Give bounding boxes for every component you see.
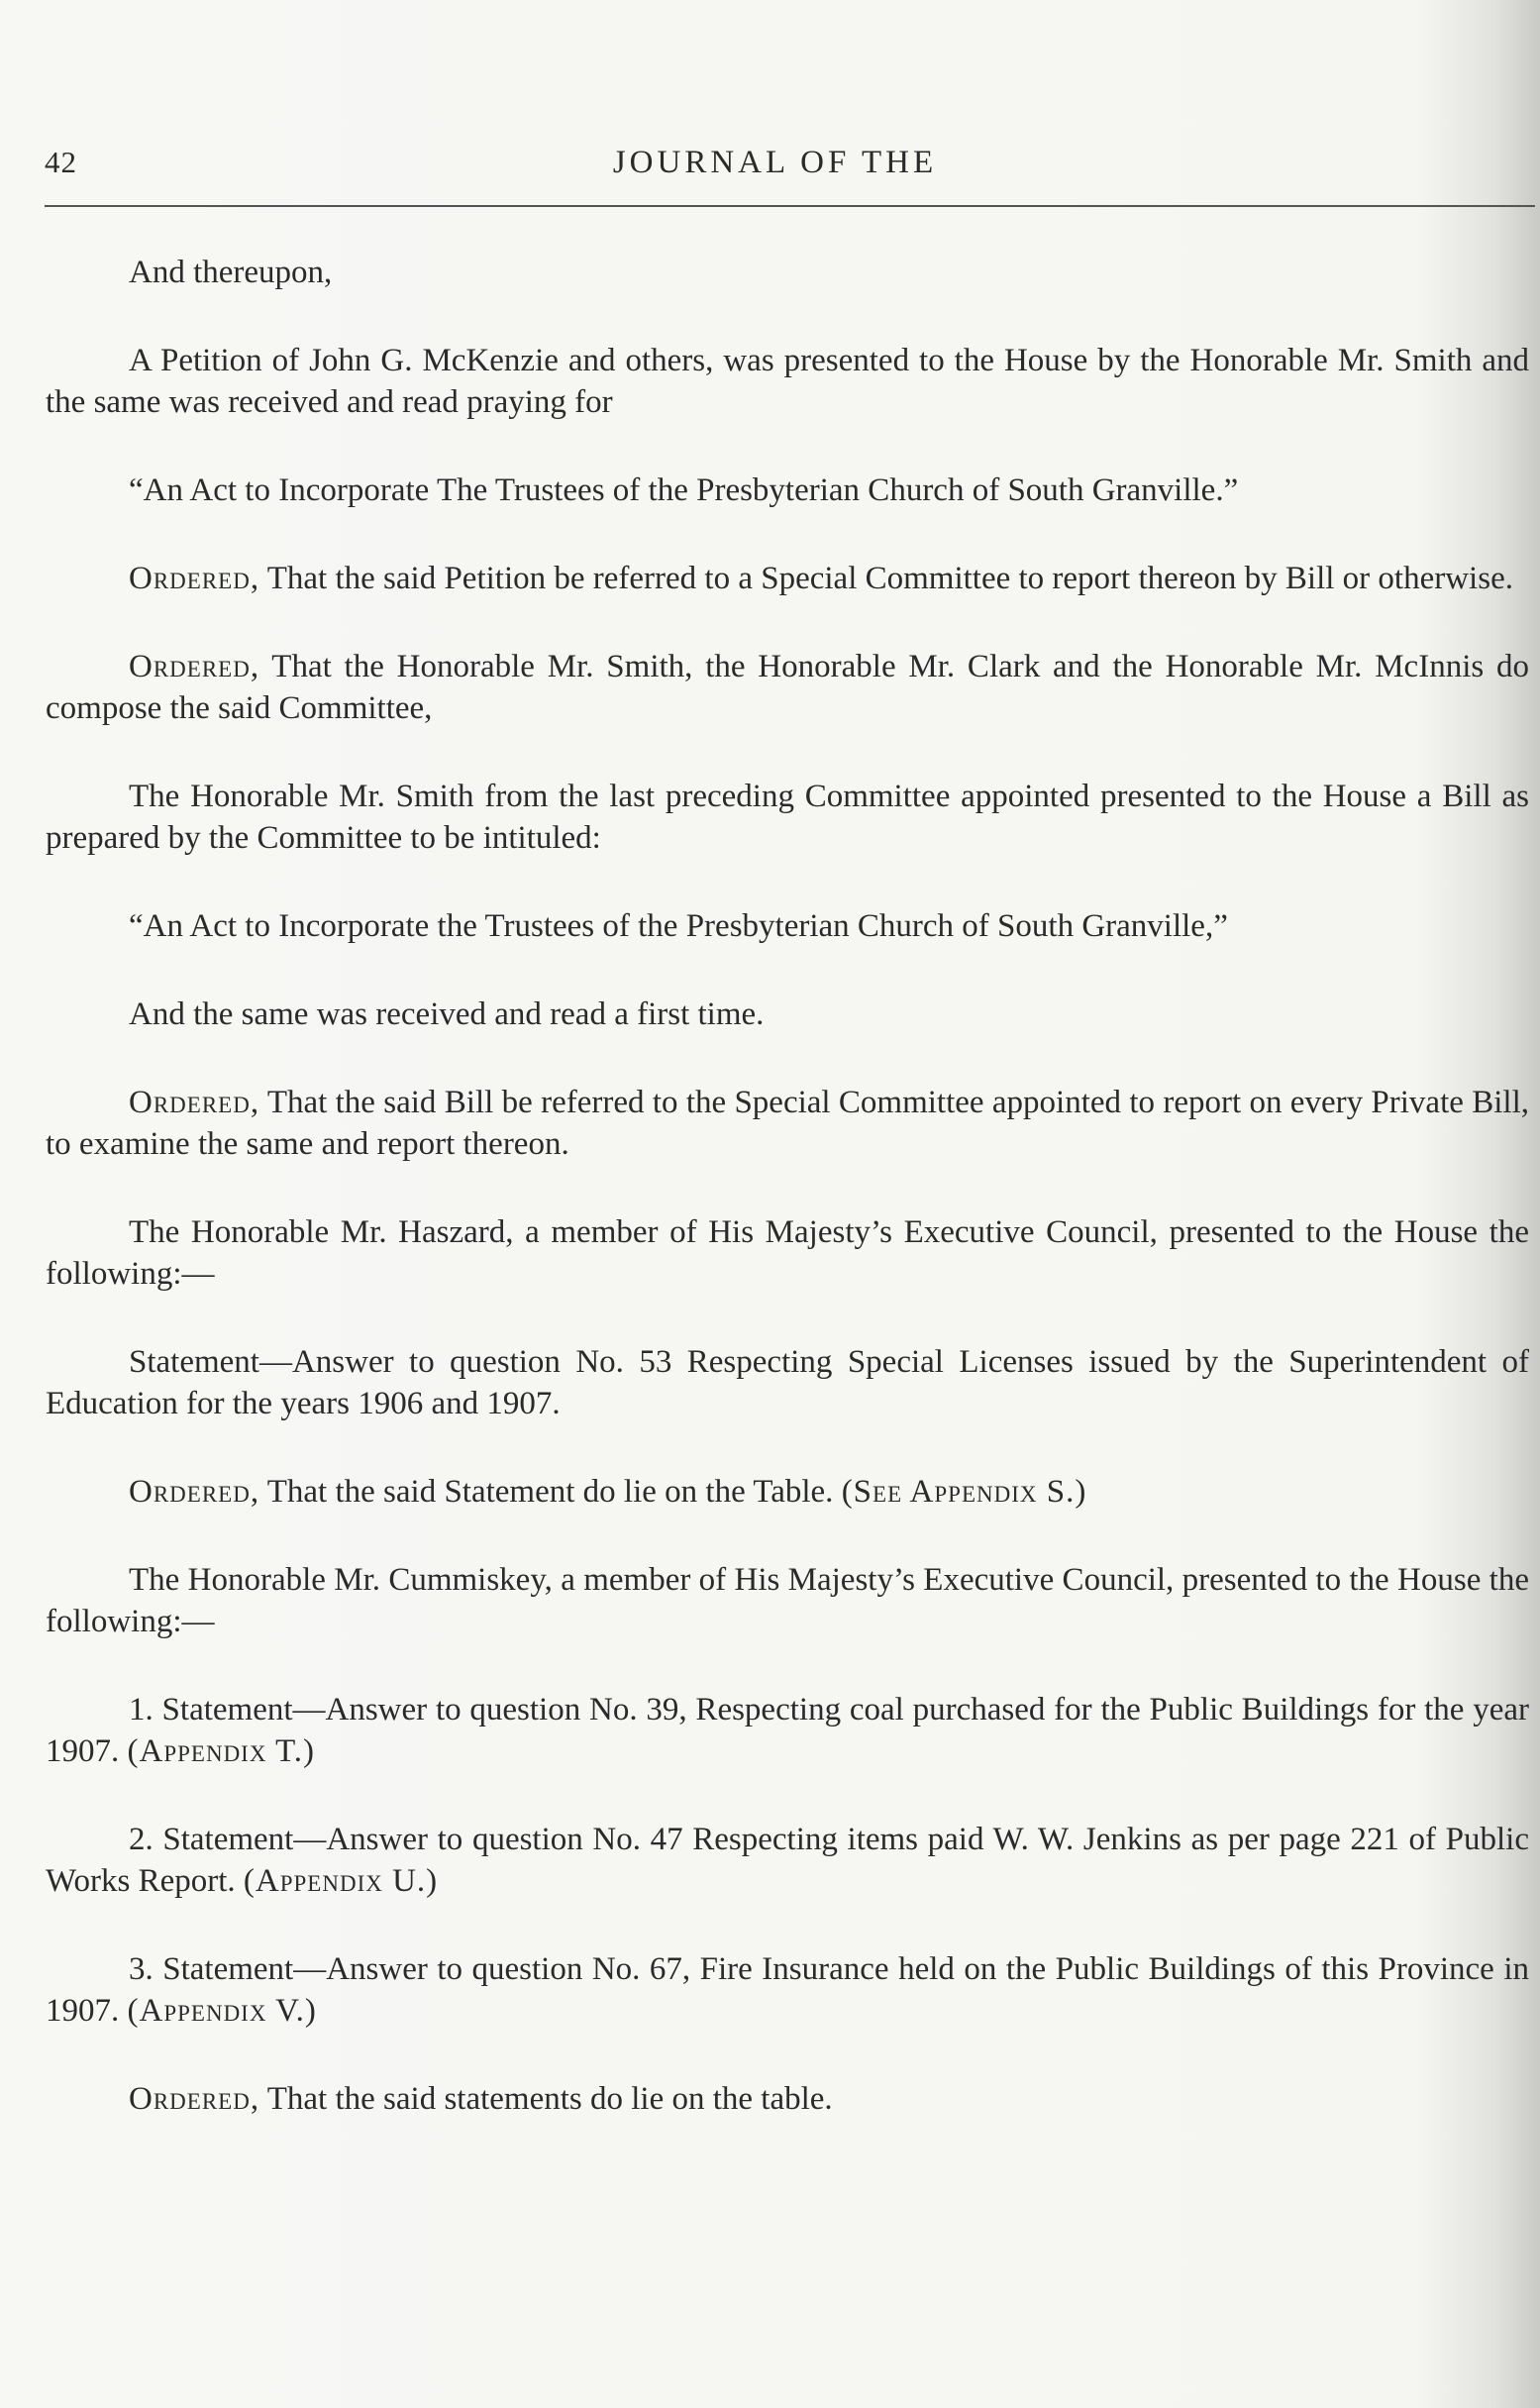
appendix-reference: (Appendix V.)	[127, 1993, 317, 2029]
ordered-lead: Ordered,	[129, 2081, 260, 2117]
running-head: JOURNAL OF THE	[612, 145, 938, 180]
paragraph-text: And the same was received and read a first time.	[129, 996, 765, 1032]
paragraph-text: Statement—Answer to question No. 53 Respecting Special Licenses issued by the Superintendent of Education for the years 1906 and 1907.	[46, 1344, 1529, 1421]
paragraph-text: That the said Bill be referred to the Special Committee appointed to report on every Private Bill, to examine the same and report thereon.	[46, 1085, 1529, 1162]
paragraph	[46, 558, 1529, 599]
paragraph	[46, 1471, 1529, 1513]
paragraph	[46, 1689, 1529, 1772]
ordered-lead: Ordered,	[129, 1474, 260, 1510]
paragraph-text: “An Act to Incorporate the Trustees of the Presbyterian Church of South Granville,”	[129, 908, 1228, 944]
paragraph-text: And thereupon,	[129, 255, 333, 290]
ordered-lead: Ordered,	[129, 561, 260, 596]
appendix-reference: (Appendix U.)	[243, 1863, 439, 1899]
paragraph-text: “An Act to Incorporate The Trustees of the Presbyterian Church of South Granville.”	[129, 472, 1239, 508]
paragraph	[46, 905, 1529, 947]
ordered-lead: Ordered,	[129, 649, 260, 684]
paragraph	[46, 1211, 1529, 1295]
paragraph-text: A Petition of John G. McKenzie and others, was presented to the House by the Honorable Mr. Smith and the same was received and read praying for	[46, 343, 1529, 420]
appendix-reference: (Appendix T.)	[127, 1733, 316, 1769]
paragraph	[46, 1948, 1529, 2032]
header-rule	[45, 205, 1535, 207]
page-number: 42	[45, 145, 77, 179]
paragraph-text: 3. Statement—Answer to question No. 67, Fire Insurance held on the Public Buildings of this Province in 1907.	[46, 1951, 1529, 2029]
appendix-reference: (See Appendix S.)	[841, 1474, 1087, 1510]
paragraph	[46, 646, 1529, 729]
ordered-lead: Ordered,	[129, 1085, 260, 1120]
paragraph	[46, 1341, 1529, 1424]
paragraph-text: The Honorable Mr. Haszard, a member of His Majesty’s Executive Council, presented to the House the following:—	[46, 1214, 1529, 1292]
journal-body	[46, 252, 1529, 2166]
paragraph	[46, 470, 1529, 511]
paragraph-text: That the Honorable Mr. Smith, the Honorable Mr. Clark and the Honorable Mr. McInnis do compose the said Committee,	[46, 649, 1529, 726]
paragraph	[46, 776, 1529, 859]
paragraph-text: The Honorable Mr. Cummiskey, a member of His Majesty’s Executive Council, presented to the House the following:—	[46, 1562, 1529, 1639]
paragraph	[46, 994, 1529, 1035]
paragraph-text: 2. Statement—Answer to question No. 47 Respecting items paid W. W. Jenkins as per page 221 of Public Works Report.	[46, 1822, 1529, 1899]
paragraph	[46, 252, 1529, 293]
paragraph	[46, 340, 1529, 423]
paragraph-text: The Honorable Mr. Smith from the last preceding Committee appointed presented to the House a Bill as prepared by the Committee to be intituled:	[46, 779, 1529, 856]
paragraph-text: That the said Statement do lie on the Table.	[259, 1474, 842, 1510]
page-header	[45, 145, 1535, 194]
paragraph	[46, 1559, 1529, 1642]
paragraph-text: That the said Petition be referred to a Special Committee to report thereon by Bill or otherwise.	[259, 561, 1513, 596]
paragraph-text: 1. Statement—Answer to question No. 39, Respecting coal purchased for the Public Buildings for the year 1907.	[46, 1692, 1529, 1769]
paragraph	[46, 1819, 1529, 1902]
paragraph	[46, 1082, 1529, 1165]
paragraph-text: That the said statements do lie on the table.	[259, 2081, 833, 2117]
paragraph	[46, 2078, 1529, 2120]
